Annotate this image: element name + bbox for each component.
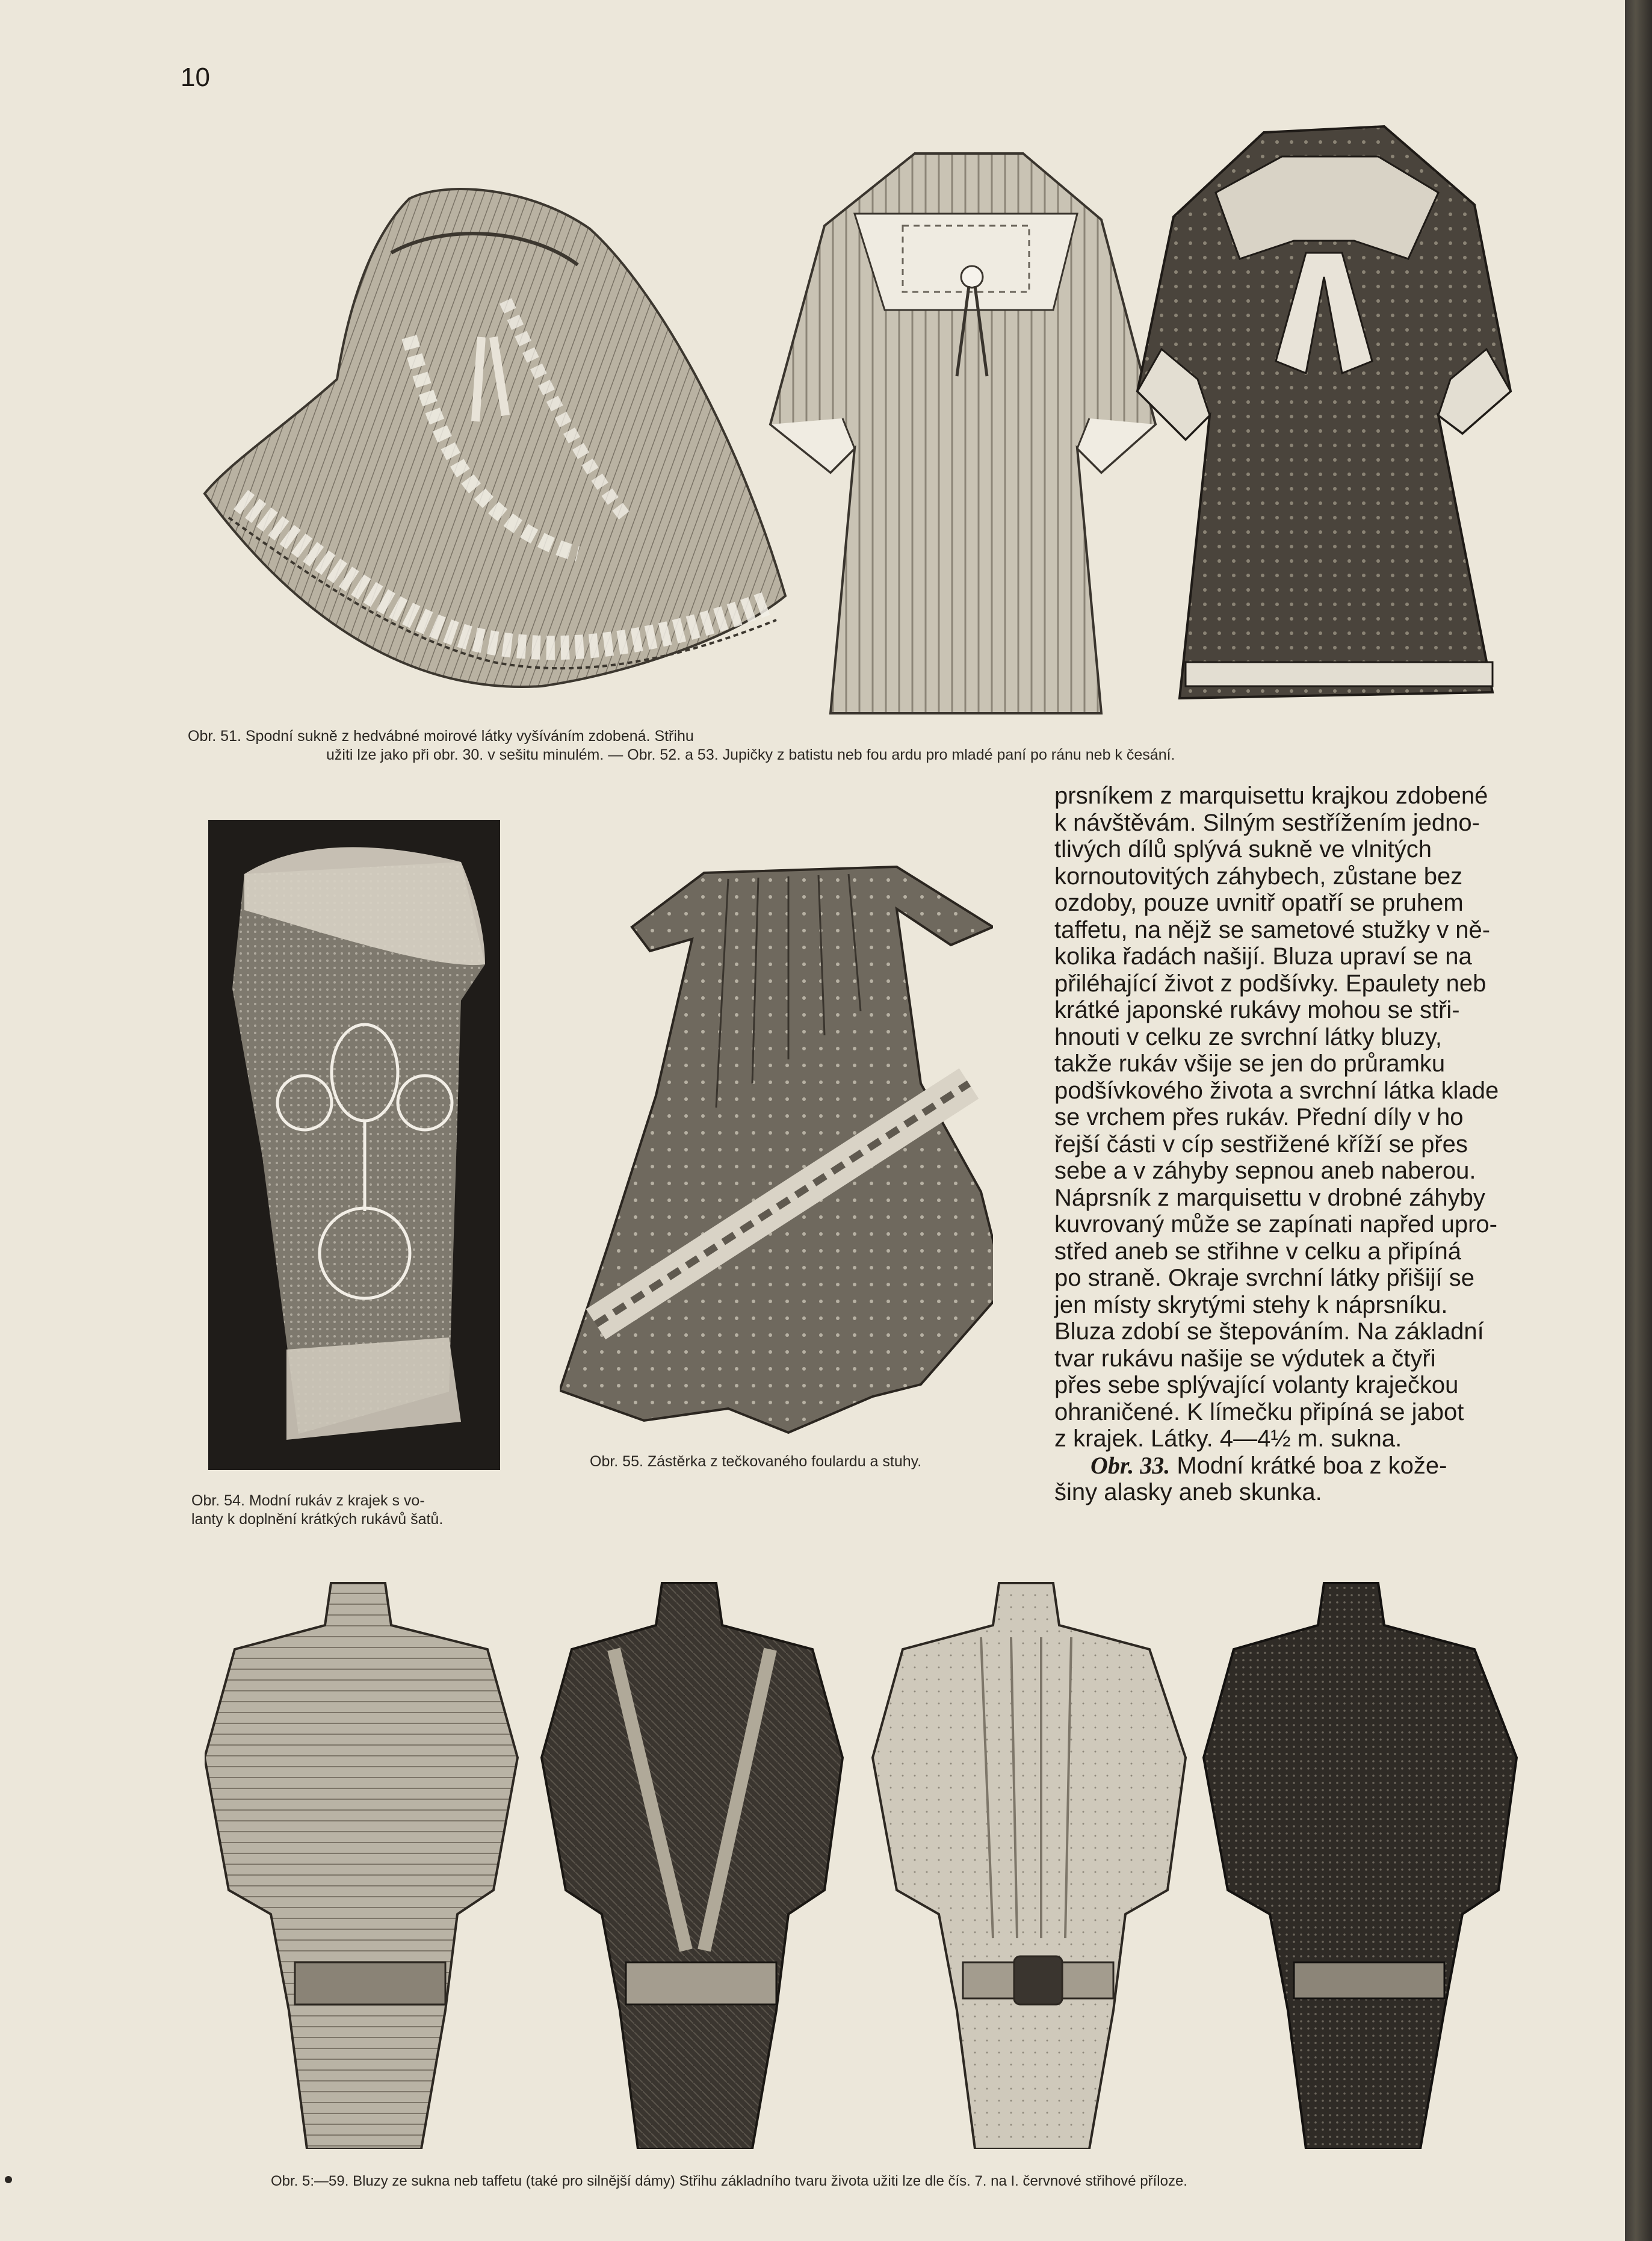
- lace-sleeve-photo: [208, 820, 500, 1470]
- body-line: šiny alasky aneb skunka.: [1054, 1479, 1322, 1505]
- page-number: 10: [181, 63, 210, 92]
- body-line: ohraničené. K límečku připíná se jabot: [1054, 1398, 1464, 1425]
- caption-fig54-line1: Obr. 54. Modní rukáv z krajek s vo-: [191, 1492, 425, 1509]
- blouse-56: [205, 1583, 518, 2149]
- caption-fig51-53-line2: užiti lze jako při obr. 30. v sešitu minulém. — Obr. 52. a 53. Jupičky z batistu neb fou ardu pro mladé paní po ránu neb k česání.: [326, 746, 1175, 763]
- body-line: tvar rukávu našije se výdutek a čtyři: [1054, 1345, 1436, 1372]
- body-line: tlivých dílů splývá sukně ve vlnitých: [1054, 836, 1432, 863]
- light-morning-jacket-illustration: [764, 135, 1162, 731]
- body-line: kuvrovaný může se zapínati napřed upro-: [1054, 1211, 1497, 1238]
- body-line: podšívkového života a svrchní látka klade: [1054, 1077, 1499, 1104]
- body-line: jen místy skrytými stehy k náprsníku.: [1054, 1291, 1448, 1318]
- body-line: ozdoby, pouze uvnitř opatří se pruhem: [1054, 890, 1464, 916]
- body-line: taffetu, na nějž se sametové stužky v ně-: [1054, 916, 1491, 943]
- body-line: sebe a v záhyby sepnou aneb naberou.: [1054, 1158, 1476, 1184]
- body-line: takže rukáv všije se jen do průramku: [1054, 1050, 1446, 1077]
- obr33-text: Modní krátké boa z kože-: [1170, 1452, 1447, 1479]
- blouse-57: [542, 1583, 843, 2149]
- apron-illustration: [560, 855, 993, 1439]
- obr33-paragraph: [1054, 1452, 1512, 1480]
- caption-fig51-53: [188, 727, 1440, 764]
- dark-morning-jacket-illustration: [1125, 120, 1523, 728]
- body-line: se vrchem přes rukáv. Přední díly v ho: [1054, 1104, 1464, 1130]
- body-line: kornoutovitých záhybech, zůstane bez: [1054, 863, 1463, 890]
- caption-fig55: Obr. 55. Zástěrka z tečkovaného foulardu a stuhy.: [590, 1453, 922, 1470]
- blouse-59: [1204, 1583, 1517, 2149]
- body-line: přiléhající život z podšívky. Epaulety neb: [1054, 970, 1486, 997]
- caption-fig51-53-line1: Obr. 51. Spodní sukně z hedvábné moirové látky vyšíváním zdobená. Střihu: [188, 728, 694, 745]
- body-line: krátké japonské rukávy mohou se stři-: [1054, 997, 1460, 1023]
- body-line: Bluza zdobí se štepováním. Na základní: [1054, 1318, 1484, 1345]
- caption-fig56-59: Obr. 5:—59. Bluzy ze sukna neb taffetu (také pro silnější dámy) Střihu základního tvaru života užiti lze dle čís. 7. na I. červnové střihové příloze.: [271, 2173, 1187, 2189]
- petticoat-illustration: [193, 181, 806, 698]
- four-blouses-illustration: [205, 1577, 1523, 2149]
- margin-dot: [5, 2176, 12, 2183]
- book-spine-edge: [1625, 0, 1652, 2241]
- body-line: z krajek. Látky. 4—4½ m. sukna.: [1054, 1425, 1402, 1452]
- body-line: kolika řadách našijí. Bluza upraví se na: [1054, 943, 1472, 970]
- obr33-label: Obr. 33.: [1091, 1451, 1171, 1479]
- body-line: Náprsník z marquisettu v drobné záhyby: [1054, 1184, 1485, 1211]
- body-line: prsníkem z marquisettu krajkou zdobené: [1054, 783, 1488, 809]
- body-line: hnouti v celku ze svrchní látky bluzy,: [1054, 1023, 1442, 1050]
- body-line: přes sebe splývající volanty kraječkou: [1054, 1372, 1459, 1398]
- caption-fig54-line2: lanty k doplnění krátkých rukávů šatů.: [191, 1511, 444, 1528]
- blouse-58: [873, 1583, 1186, 2149]
- body-line: střed aneb se střihne v celku a připíná: [1054, 1238, 1461, 1265]
- body-line: k návštěvám. Silným sestřížením jedno-: [1054, 809, 1480, 836]
- article-text-column: [1054, 783, 1512, 1506]
- body-line: po straně. Okraje svrchní látky přišijí se: [1054, 1265, 1475, 1291]
- caption-fig54: [191, 1492, 528, 1529]
- body-line: řejší části v cíp sestřižené kříží se přes: [1054, 1130, 1468, 1158]
